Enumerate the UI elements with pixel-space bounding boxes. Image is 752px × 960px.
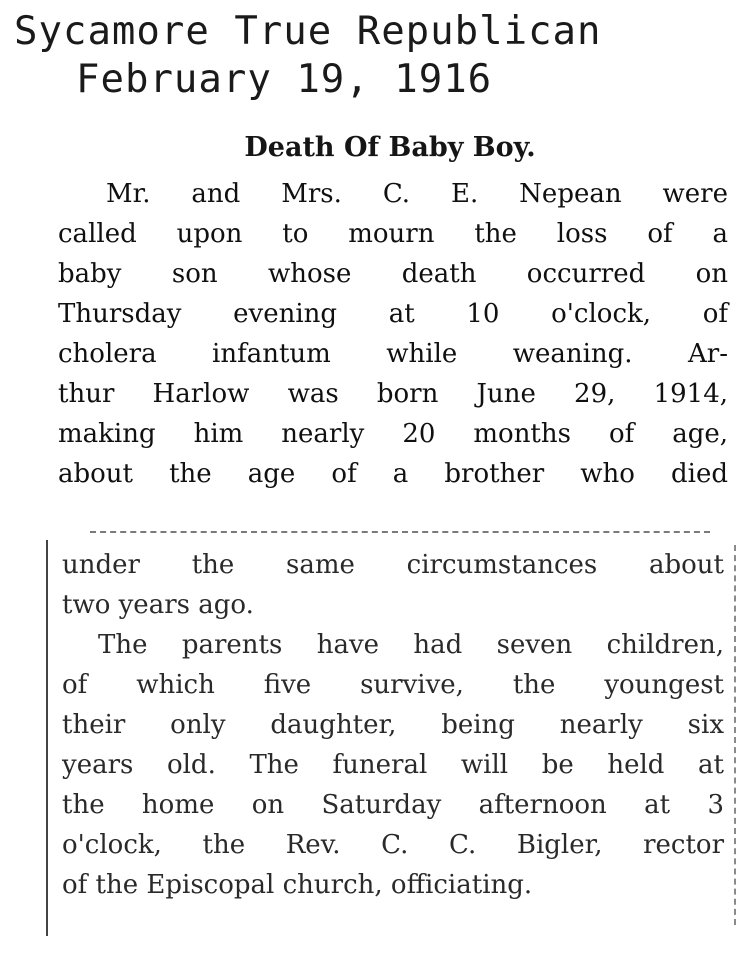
article-paragraph-1 <box>58 174 728 494</box>
column-rule-left <box>46 540 48 936</box>
text-line: the home on Saturday afternoon at 3 <box>62 790 724 820</box>
text-line: under the same circumstances about <box>62 550 724 580</box>
article-paragraph-1-continued <box>62 545 724 625</box>
text-line: two years ago. <box>62 590 254 620</box>
text-line: of the Episcopal church, officiating. <box>62 870 533 900</box>
text-line: Thursday evening at 10 o'clock, of <box>58 299 728 329</box>
article-clipping-bottom <box>62 545 724 905</box>
publication-date: February 19, 1916 <box>76 57 493 102</box>
text-line: baby son whose death occurred on <box>58 259 728 289</box>
text-line: cholera infantum while weaning. Ar- <box>58 339 728 369</box>
article-clipping-top <box>52 128 728 494</box>
text-line: called upon to mourn the loss of a <box>58 219 728 249</box>
text-line: Mr. and Mrs. C. E. Nepean were <box>106 179 728 209</box>
text-line: years old. The funeral will be held at <box>62 750 724 780</box>
text-line: The parents have had seven children, <box>98 630 724 660</box>
text-line: o'clock, the Rev. C. C. Bigler, rector <box>62 830 724 860</box>
text-line: of which five survive, the youngest <box>62 670 724 700</box>
newspaper-name: Sycamore True Republican <box>14 9 602 54</box>
newspaper-citation <box>14 8 744 104</box>
text-line: making him nearly 20 months of age, <box>58 419 728 449</box>
text-line: thur Harlow was born June 29, 1914, <box>58 379 728 409</box>
clipping-fold-divider <box>90 531 710 533</box>
article-headline: Death Of Baby Boy. <box>244 132 536 163</box>
column-rule-right <box>734 545 736 925</box>
text-line: their only daughter, being nearly six <box>62 710 724 740</box>
article-paragraph-2 <box>62 625 724 905</box>
text-line: about the age of a brother who died <box>58 459 728 489</box>
